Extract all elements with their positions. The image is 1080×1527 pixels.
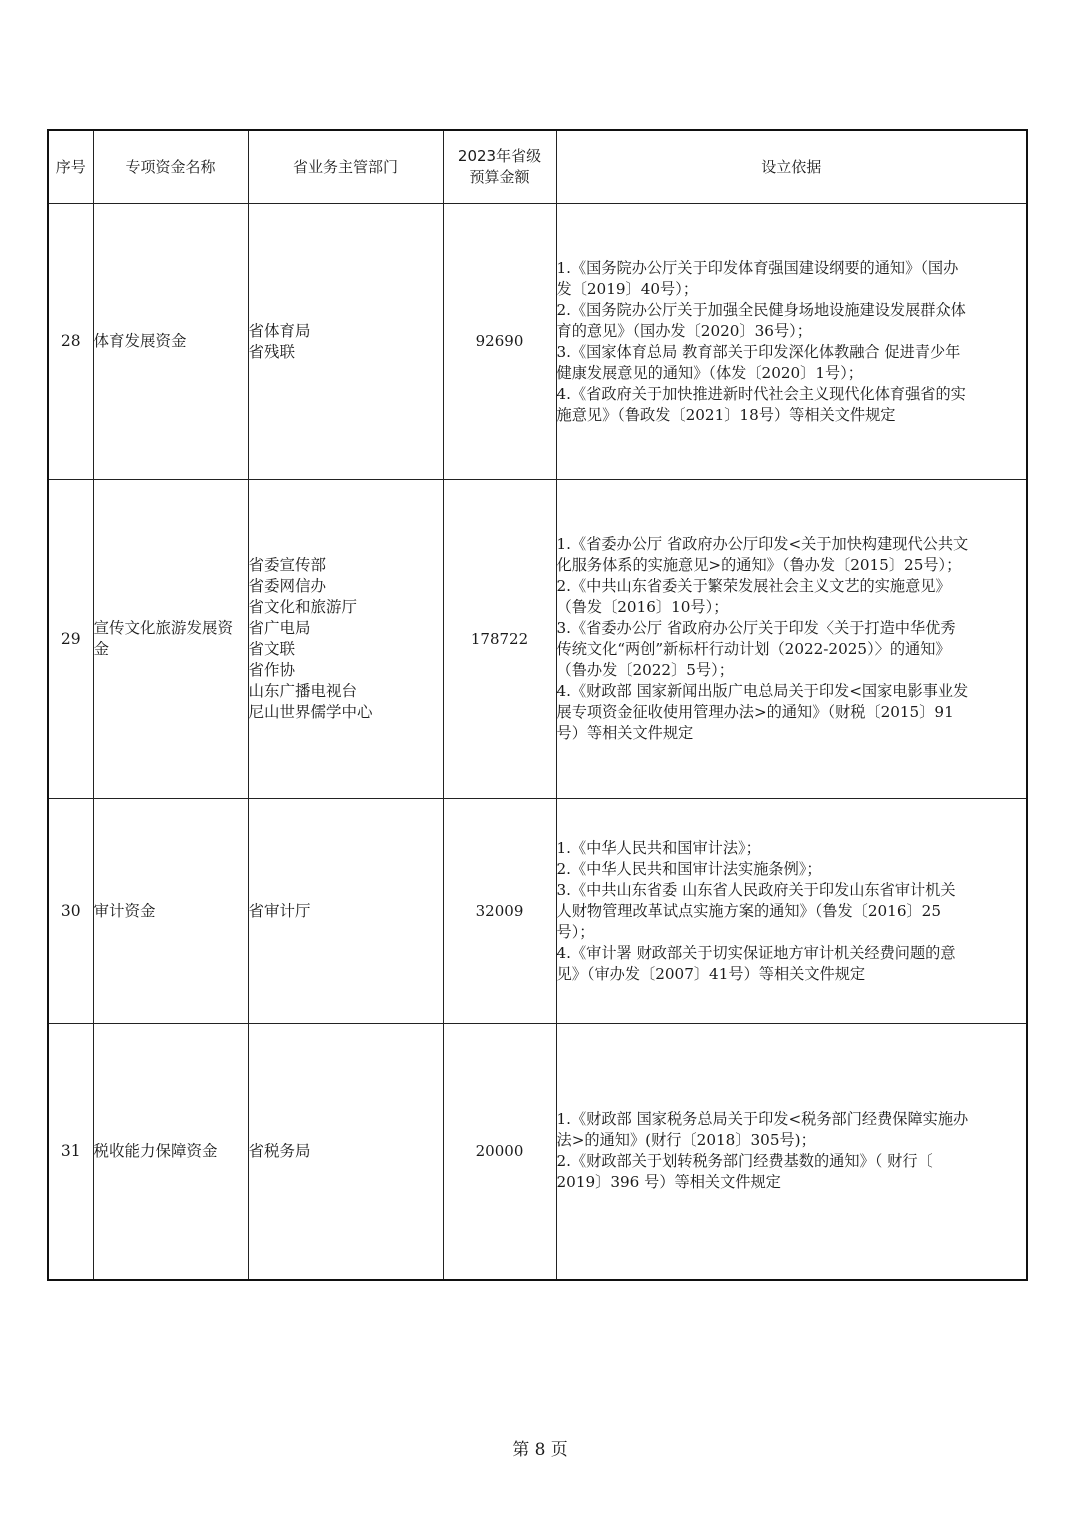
- basis-line: 2.《中华人民共和国审计法实施条例》；: [556, 859, 822, 878]
- cell-fund-name: [93, 204, 248, 480]
- fund-name-text: 宣传文化旅游发展资金: [93, 619, 234, 658]
- basis-line: 1.《省委办公厅 省政府办公厅印发<关于加快构建现代公共文: [556, 535, 969, 553]
- basis-line: 化服务体系的实施意见>的通知》（鲁办发〔2015〕25号）；: [556, 556, 962, 574]
- basis-line: 2.《国务院办公厅关于加强全民健身场地设施建设发展群众体: [556, 300, 966, 319]
- basis-line: 育的意见》（国办发〔2020〕36号）；: [556, 321, 812, 340]
- cell-fund-name: [93, 799, 248, 1024]
- basis-line: 2019〕396 号）等相关文件规定: [556, 1173, 781, 1192]
- department-item: 山东广播电视台: [248, 682, 358, 700]
- cell-no: 29: [48, 480, 93, 799]
- department-item: 省审计厅: [248, 901, 311, 920]
- basis-line: 2.《中共山东省委关于繁荣发展社会主义文艺的实施意见》: [556, 577, 951, 595]
- department-item: 省广电局: [248, 619, 311, 637]
- department-item: 省文联: [248, 640, 296, 658]
- cell-basis: [556, 204, 1027, 480]
- basis-line: 展专项资金征收使用管理办法>的通知》（财税〔2015〕91: [556, 703, 954, 721]
- department-item: 省作协: [248, 661, 296, 679]
- cell-amount: 20000: [443, 1024, 556, 1280]
- basis-line: 施意见》（鲁政发〔2021〕18号）等相关文件规定: [556, 405, 896, 424]
- cell-amount: 32009: [443, 799, 556, 1024]
- basis-line: 人财物管理改革试点实施方案的通知》（鲁发〔2016〕25: [556, 901, 942, 920]
- header-basis: 设立依据: [556, 130, 1027, 204]
- page-number: 第 8 页: [512, 1440, 568, 1460]
- header-amount-line1: 2023年省级: [457, 147, 542, 165]
- basis-line: 传统文化“两创”新标杆行动计划（2022-2025）〉的通知》: [556, 640, 951, 658]
- basis-line: 法>的通知》(财行〔2018〕305号)；: [556, 1131, 816, 1150]
- department-item: 省文化和旅游厅: [248, 598, 358, 616]
- department-item: 省残联: [248, 342, 296, 361]
- cell-no: 31: [48, 1024, 93, 1280]
- cell-fund-name: [93, 480, 248, 799]
- basis-line: 号）；: [556, 922, 595, 941]
- cell-basis: [556, 799, 1027, 1024]
- header-amount-line2: 预算金额: [469, 168, 530, 186]
- basis-line: 1.《中华人民共和国审计法》；: [556, 838, 761, 857]
- cell-no: 28: [48, 204, 93, 480]
- basis-line: （鲁发〔2016〕10号）；: [556, 598, 729, 616]
- department-item: 尼山世界儒学中心: [248, 703, 373, 721]
- cell-amount: 92690: [443, 204, 556, 480]
- department-item: 省税务局: [248, 1141, 311, 1160]
- cell-basis: [556, 480, 1027, 799]
- basis-line: 3.《国家体育总局 教育部关于印发深化体教融合 促进青少年: [556, 342, 961, 361]
- fund-name-text: 体育发展资金: [93, 332, 187, 350]
- cell-department: [248, 799, 443, 1024]
- budget-table: [47, 129, 1028, 1281]
- basis-line: 1.《财政部 国家税务总局关于印发<税务部门经费保障实施办: [556, 1110, 969, 1129]
- basis-line: 3.《中共山东省委 山东省人民政府关于印发山东省审计机关: [556, 880, 956, 899]
- header-amount: [443, 130, 556, 204]
- basis-line: 4.《省政府关于加快推进新时代社会主义现代化体育强省的实: [556, 384, 966, 403]
- header-department: 省业务主管部门: [248, 130, 443, 204]
- fund-name-text: 审计资金: [93, 901, 156, 920]
- header-no: 序号: [48, 130, 93, 204]
- cell-fund-name: [93, 1024, 248, 1280]
- header-fund-name: 专项资金名称: [93, 130, 248, 204]
- table-row: [48, 204, 1027, 480]
- table-row: [48, 480, 1027, 799]
- cell-department: [248, 204, 443, 480]
- fund-name-text: 税收能力保障资金: [93, 1141, 218, 1160]
- basis-line: 3.《省委办公厅 省政府办公厅关于印发〈关于打造中华优秀: [556, 619, 956, 637]
- table-row: [48, 799, 1027, 1024]
- department-item: 省委宣传部: [248, 556, 327, 574]
- basis-line: 健康发展意见的通知》（体发〔2020〕1号）；: [556, 363, 863, 382]
- cell-basis: [556, 1024, 1027, 1280]
- basis-line: （鲁办发〔2022〕5号）；: [556, 661, 734, 679]
- basis-line: 1.《国务院办公厅关于印发体育强国建设纲要的通知》（国办: [556, 258, 959, 277]
- department-item: 省体育局: [248, 321, 311, 340]
- table-row: [48, 1024, 1027, 1280]
- basis-line: 4.《财政部 国家新闻出版广电总局关于印发<国家电影事业发: [556, 682, 969, 700]
- basis-line: 发〔2019〕40号）；: [556, 279, 699, 298]
- basis-line: 见》（审办发〔2007〕41号）等相关文件规定: [556, 964, 866, 983]
- department-item: 省委网信办: [248, 577, 327, 595]
- basis-line: 4.《审计署 财政部关于切实保证地方审计机关经费问题的意: [556, 943, 956, 962]
- cell-no: 30: [48, 799, 93, 1024]
- cell-amount: 178722: [443, 480, 556, 799]
- cell-department: [248, 480, 443, 799]
- basis-line: 号）等相关文件规定: [556, 724, 694, 742]
- table-header-row: [48, 130, 1027, 204]
- basis-line: 2.《财政部关于划转税务部门经费基数的通知》（ 财行〔: [556, 1152, 933, 1171]
- cell-department: [248, 1024, 443, 1280]
